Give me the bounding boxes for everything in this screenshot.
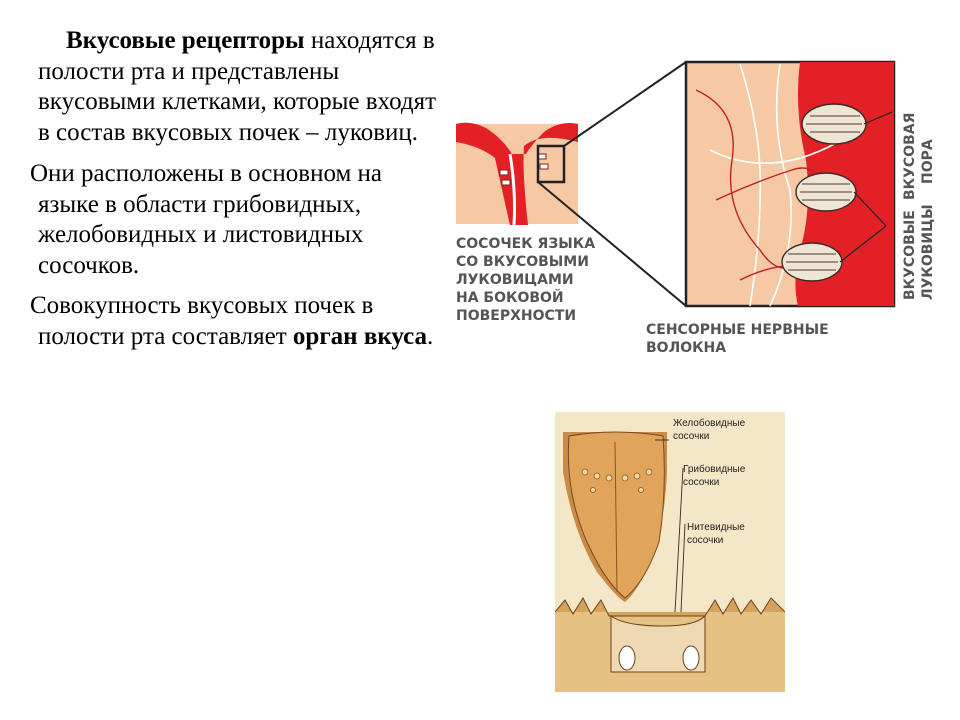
main-text (30, 26, 438, 352)
label-fungiform-papillae: Грибовидные сосочки (683, 464, 746, 488)
term-taste-organ: орган вкуса (292, 322, 428, 350)
magnified-region (686, 62, 894, 306)
taste-bulb-middle (796, 173, 856, 211)
taste-bulb-top (802, 104, 866, 144)
label-sensory-nerves: СЕНСОРНЫЕ НЕРВНЫЕ ВОЛОКНА (646, 322, 829, 356)
paragraph-organ-text: Совокупность вкусовых почек в полости рта составляет (30, 292, 374, 350)
paragraph-receptors-text: находятся в полости рта и представлены вкусовыми клетками, которые входят в состав вкусовых почек – луковиц. (38, 27, 437, 146)
taste-bulb-bottom (782, 243, 842, 281)
paragraph-organ (30, 291, 438, 352)
paragraph-receptors (38, 26, 438, 148)
tongue-diagram (555, 412, 785, 692)
label-filiform-papillae: Нитевидные сосочки (687, 522, 745, 546)
paragraph-organ-end: . (427, 322, 434, 350)
papillae-section (555, 598, 785, 692)
taste-bud-diagram (440, 50, 940, 370)
paragraph-location-text: Они расположены в основном на языке в области грибовидных, желобовидных и листовидных сосочков. (30, 160, 383, 279)
label-taste-bulbs: ВКУСОВЫЕ ЛУКОВИЦЫ (902, 204, 936, 300)
label-taste-pore: ВКУСОВАЯ ПОРА (902, 112, 936, 200)
paragraph-location (30, 159, 438, 281)
label-papilla: СОСОЧЕК ЯЗЫКА СО ВКУСОВЫМИ ЛУКОВИЦАМИ НА БОКОВОЙ ПОВЕРХНОСТИ (456, 236, 596, 324)
label-vallate-papillae: Желобовидные сосочки (673, 418, 746, 442)
term-taste-receptors: Вкусовые рецепторы (66, 27, 305, 54)
